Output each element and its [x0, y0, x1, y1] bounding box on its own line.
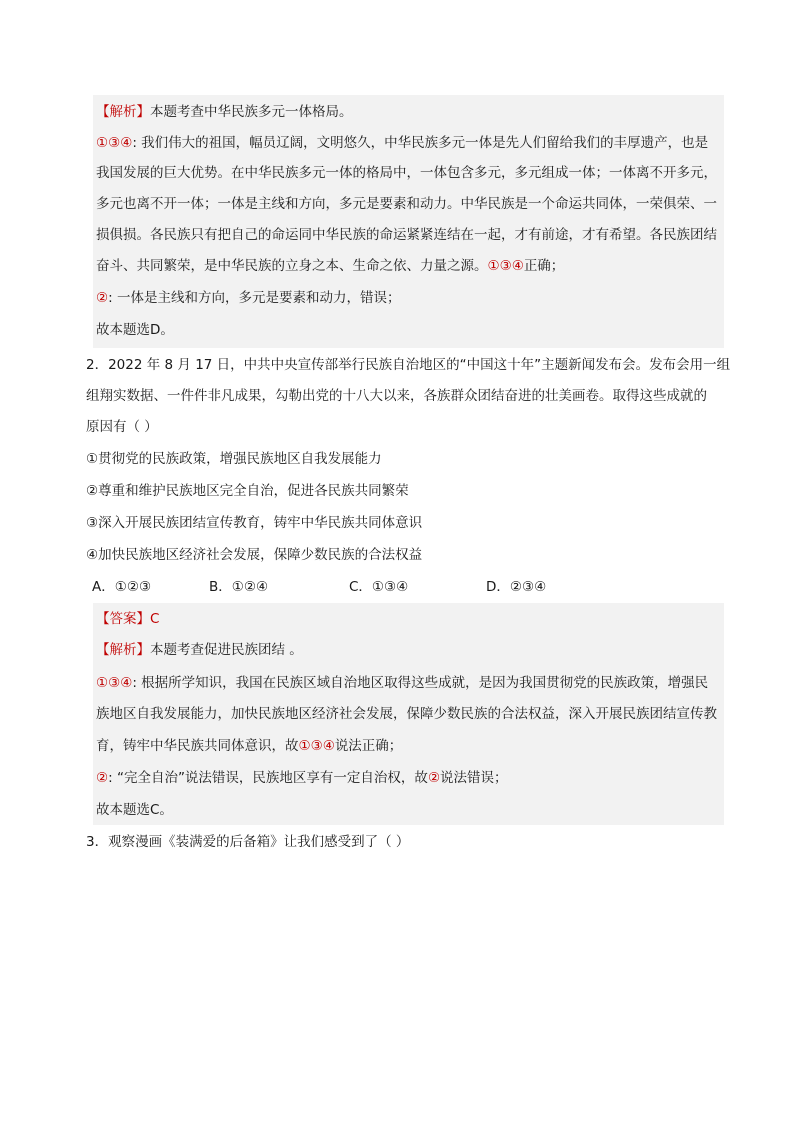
- option-refs: ①③④: [487, 258, 524, 274]
- analysis-1-para-1-line-1: ①③④: 我们伟大的祖国，幅员辽阔，文明悠久，中华民族多元一体是先人们留给我们的丰厚遗产，也是: [96, 135, 709, 151]
- analysis-intro: 本题考查中华民族多元一体格局。: [150, 104, 353, 120]
- analysis-1-para-1-line-2: 我国发展的巨大优势。在中华民族多元一体的格局中，一体包含多元，多元组成一体；一体离不开多元，: [96, 165, 717, 181]
- option-ref: ②: [96, 290, 109, 306]
- option-refs: ①③④: [298, 738, 335, 754]
- analysis-2-heading: [96, 640, 303, 660]
- analysis-intro: 本题考查促进民族团结 。: [150, 642, 303, 658]
- option-refs: ①③④: [96, 675, 133, 691]
- question-2-line-1: 2．2022 年 8 月 17 日，中共中央宣传部举行民族自治地区的“中国这十年”主题新闻发布会。发布会用一组: [86, 357, 731, 373]
- analysis-tag: 【解析】: [96, 104, 150, 120]
- question-2-option-c: C．①③④: [349, 579, 409, 595]
- option-ref: ②: [96, 770, 109, 786]
- analysis-1-conclusion: 故本题选D。: [96, 322, 174, 338]
- option-ref: ②: [427, 770, 441, 786]
- analysis-2-para-1-line-1: ①③④: 根据所学知识，我国在民族区域自治地区取得这些成就，是因为我国贯彻党的民族政策，增强民: [96, 675, 709, 691]
- analysis-tag: 【解析】: [96, 642, 150, 658]
- question-2-item-1: ①贯彻党的民族政策，增强民族地区自我发展能力: [86, 451, 382, 467]
- analysis-1-para-1-line-3: 多元也离不开一体；一体是主线和方向，多元是要素和动力。中华民族是一个命运共同体，一荣俱荣、一: [96, 196, 717, 212]
- question-2-option-a: A．①②③: [92, 579, 152, 595]
- analysis-1-para-1-line-5: 奋斗、共同繁荣，是中华民族的立身之本、生命之依、力量之源。①③④正确；: [96, 258, 565, 274]
- question-2-item-2: ②尊重和维护民族地区完全自治，促进各民族共同繁荣: [86, 483, 409, 499]
- question-2-option-d: D．②③④: [486, 579, 547, 595]
- question-2-line-2: 组翔实数据、一件件非凡成果，勾勒出党的十八大以来，各族群众团结奋进的壮美画卷。取得这些成就的: [86, 388, 707, 404]
- analysis-2-conclusion: 故本题选C。: [96, 802, 173, 818]
- question-2-line-3: 原因有（ ）: [86, 419, 158, 435]
- question-2-item-4: ④加快民族地区经济社会发展，保障少数民族的合法权益: [86, 547, 423, 563]
- analysis-2-para-1-line-3: 育，铸牢中华民族共同体意识，故①③④说法正确；: [96, 738, 403, 754]
- analysis-2-para-2: ②: “完全自治”说法错误，民族地区享有一定自治权，故②说法错误；: [96, 770, 508, 786]
- question-3-line-1: 3．观察漫画《装满爱的后备箱》让我们感受到了（ ）: [86, 834, 410, 850]
- answer-value: C: [150, 611, 160, 627]
- analysis-1-para-2: ②: 一体是主线和方向，多元是要素和动力，错误；: [96, 290, 401, 306]
- analysis-1-heading: [96, 102, 353, 122]
- analysis-2-para-1-line-2: 族地区自我发展能力，加快民族地区经济社会发展，保障少数民族的合法权益，深入开展民族团结宣传教: [96, 706, 717, 722]
- answer-tag: 【答案】: [96, 611, 150, 627]
- answer-2: [96, 609, 159, 629]
- option-refs: ①③④: [96, 135, 133, 151]
- question-2-item-3: ③深入开展民族团结宣传教育，铸牢中华民族共同体意识: [86, 515, 423, 531]
- analysis-1-para-1-line-4: 损俱损。各民族只有把自己的命运同中华民族的命运紧紧连结在一起，才有前途，才有希望。各民族团结: [96, 227, 717, 243]
- question-2-option-b: B．①②④: [209, 579, 269, 595]
